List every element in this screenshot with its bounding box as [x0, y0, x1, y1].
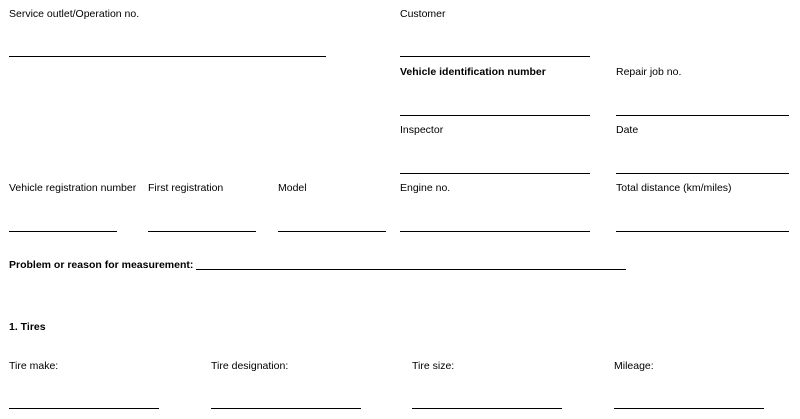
mileage-label: Mileage:	[614, 360, 654, 372]
vehicle-registration-label: Vehicle registration number	[9, 182, 137, 194]
tire-designation-label: Tire designation:	[211, 360, 289, 372]
tires-section-heading: 1. Tires	[9, 321, 46, 333]
tire-make-label: Tire make:	[9, 360, 59, 372]
vin-label: Vehicle identification number	[400, 66, 546, 78]
model-field[interactable]	[278, 231, 386, 232]
mileage-field[interactable]	[614, 408, 764, 409]
problem-field[interactable]	[196, 259, 626, 270]
total-distance-label: Total distance (km/miles)	[616, 182, 732, 194]
customer-field[interactable]	[400, 56, 590, 57]
problem-label: Problem or reason for measurement:	[9, 259, 194, 271]
inspector-label: Inspector	[400, 124, 444, 136]
total-distance-field[interactable]	[616, 231, 789, 232]
tire-size-field[interactable]	[412, 408, 562, 409]
customer-label: Customer	[400, 8, 446, 20]
repair-job-field[interactable]	[616, 115, 789, 116]
tire-make-field[interactable]	[9, 408, 159, 409]
date-label: Date	[616, 124, 639, 136]
first-registration-field[interactable]	[148, 231, 256, 232]
vehicle-registration-field[interactable]	[9, 231, 117, 232]
date-field[interactable]	[616, 173, 789, 174]
tire-size-label: Tire size:	[412, 360, 455, 372]
engine-no-field[interactable]	[400, 231, 590, 232]
inspector-field[interactable]	[400, 173, 590, 174]
first-registration-label: First registration	[148, 182, 224, 194]
problem-row	[9, 259, 626, 271]
repair-job-label: Repair job no.	[616, 66, 682, 78]
engine-no-label: Engine no.	[400, 182, 451, 194]
tire-designation-field[interactable]	[211, 408, 361, 409]
service-outlet-field[interactable]	[9, 56, 326, 57]
model-label: Model	[278, 182, 307, 194]
vin-field[interactable]	[400, 115, 590, 116]
service-outlet-label: Service outlet/Operation no.	[9, 8, 140, 20]
